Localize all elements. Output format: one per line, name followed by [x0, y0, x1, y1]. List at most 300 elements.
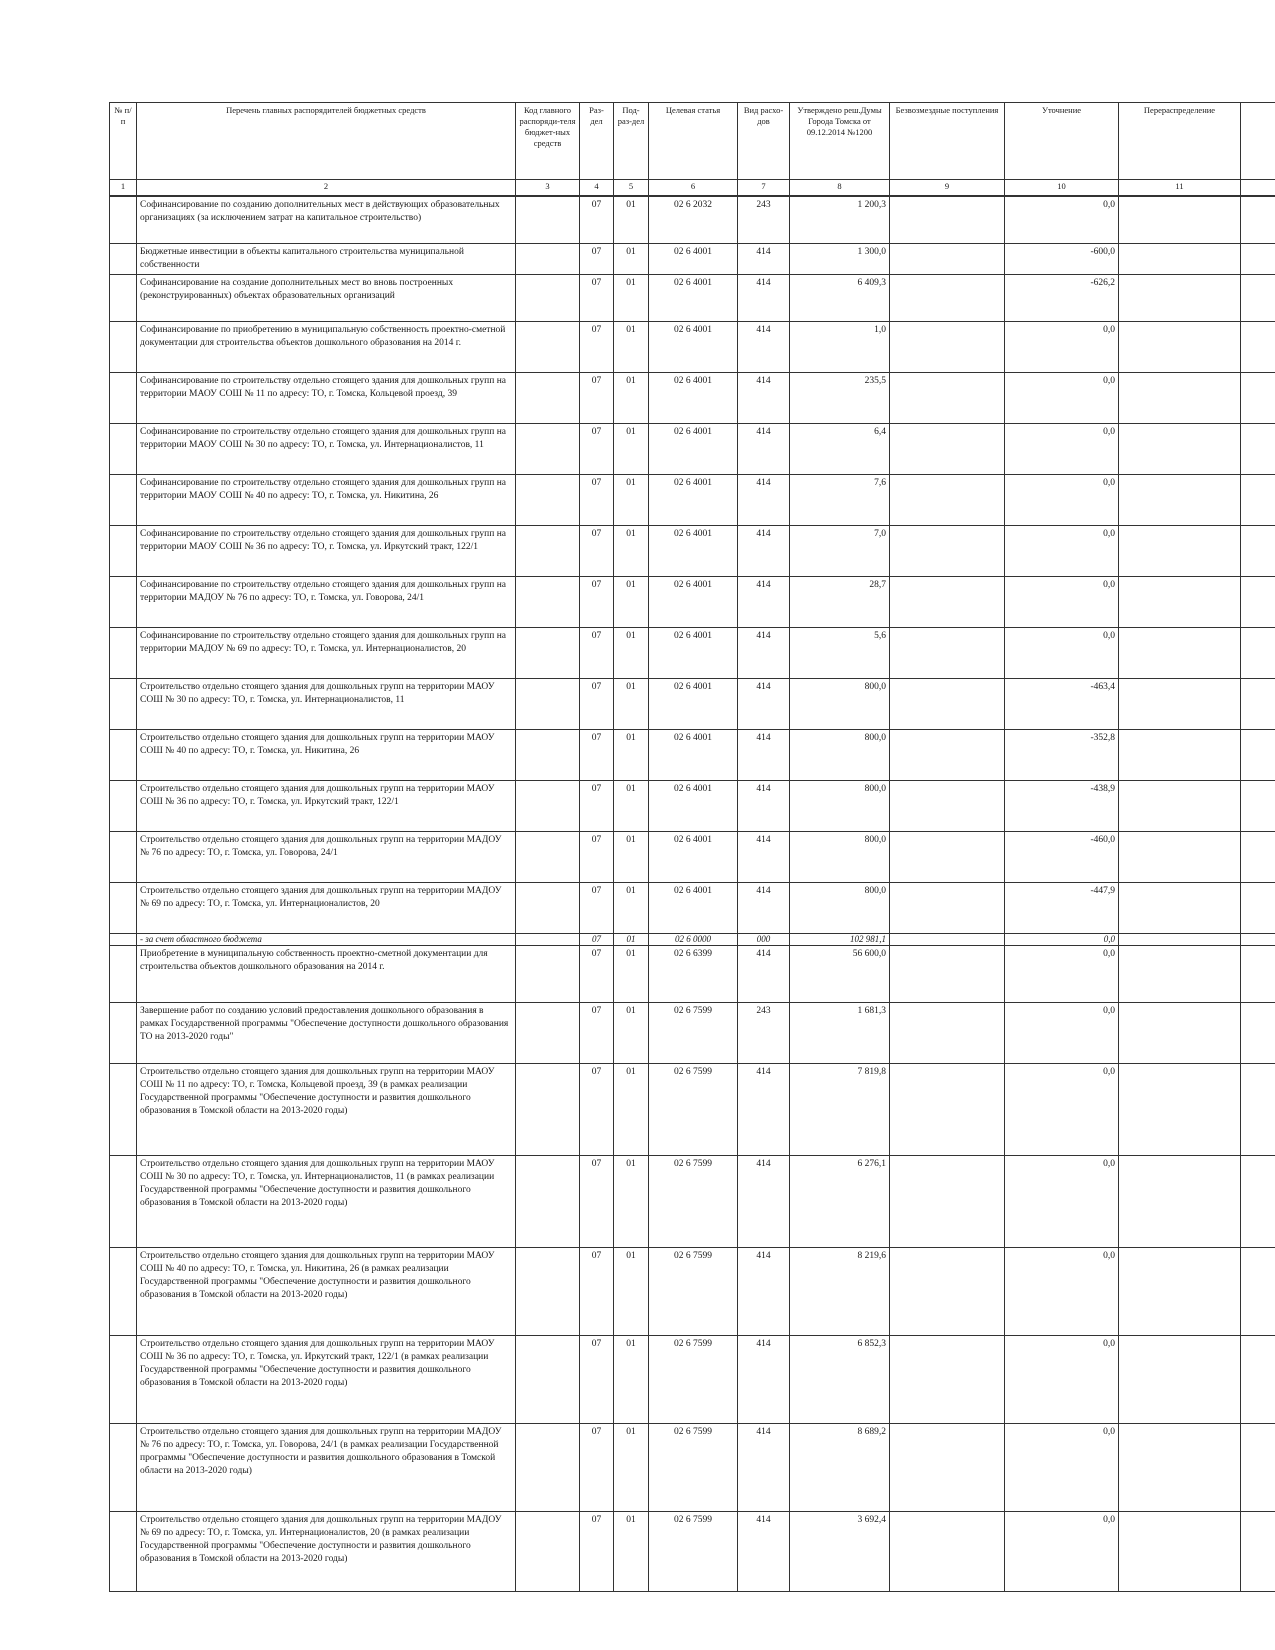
row-redistribution: [1119, 934, 1241, 945]
row-expense-type: 414: [738, 730, 790, 781]
row-admin-code: [516, 1063, 580, 1155]
row-admin-code: [516, 945, 580, 1002]
table-row: [110, 373, 1275, 424]
row-number: [110, 1511, 137, 1591]
row-number: [110, 196, 137, 244]
row-clarification: 0,0: [1005, 322, 1119, 373]
row-section: 07: [580, 945, 614, 1002]
row-redistribution: [1119, 322, 1241, 373]
row-extra: [1241, 730, 1275, 781]
row-redistribution: [1119, 1063, 1241, 1155]
row-clarification: 0,0: [1005, 934, 1119, 945]
row-name: Строительство отдельно стоящего здания для дошкольных групп на территории МАДОУ № 69 по адресу: ТО, г. Томска, ул. Интернационалистов, 20 (в рамках реализации Государственной программы "Обеспечение доступности и развития дошкольного образования в Томской области на 2013-2020 годы): [137, 1511, 516, 1591]
row-section: 07: [580, 526, 614, 577]
row-expense-type: 414: [738, 1063, 790, 1155]
row-target-article: 02 6 7599: [649, 1247, 738, 1335]
row-subsection: 01: [614, 781, 649, 832]
row-target-article: 02 6 7599: [649, 1002, 738, 1063]
row-name: Завершение работ по созданию условий предоставления дошкольного образования в рамках Государственной программы "Обеспечение доступности дошкольного образования ТО на 2013-2020 годы": [137, 1002, 516, 1063]
row-name: Софинансирование по приобретению в муниципальную собственность проектно-сметной документации для строительства объектов дошкольного образования на 2014 г.: [137, 322, 516, 373]
header-exptype: Вид расхо-дов: [738, 103, 790, 180]
row-section: 07: [580, 781, 614, 832]
row-number: [110, 475, 137, 526]
row-section: 07: [580, 1511, 614, 1591]
row-section: 07: [580, 1002, 614, 1063]
row-expense-type: 414: [738, 1335, 790, 1423]
row-subsection: 01: [614, 628, 649, 679]
row-number: [110, 244, 137, 275]
row-approved: 3 692,4: [790, 1511, 890, 1591]
row-target-article: 02 6 7599: [649, 1063, 738, 1155]
row-name: Строительство отдельно стоящего здания для дошкольных групп на территории МАДОУ № 76 по адресу: ТО, г. Томска, ул. Говорова, 24/1: [137, 832, 516, 883]
row-target-article: 02 6 4001: [649, 275, 738, 322]
table-row: [110, 1335, 1275, 1423]
row-expense-type: 414: [738, 781, 790, 832]
row-grants: [890, 1511, 1005, 1591]
row-redistribution: [1119, 730, 1241, 781]
row-redistribution: [1119, 832, 1241, 883]
row-grants: [890, 1063, 1005, 1155]
header-subsection: Под-раз-дел: [614, 103, 649, 180]
row-name: Строительство отдельно стоящего здания для дошкольных групп на территории МАОУ СОШ № 40 по адресу: ТО, г. Томска, ул. Никитина, 26 (в рамках реализации Государственной программы "Обеспечение доступности и развития дошкольного образования в Томской области на 2013-2020 годы): [137, 1247, 516, 1335]
row-extra: [1241, 628, 1275, 679]
row-target-article: 02 6 7599: [649, 1511, 738, 1591]
row-admin-code: [516, 1511, 580, 1591]
row-name: - за счет областного бюджета: [137, 934, 516, 945]
row-section: 07: [580, 196, 614, 244]
row-grants: [890, 883, 1005, 934]
row-clarification: -438,9: [1005, 781, 1119, 832]
row-expense-type: 243: [738, 1002, 790, 1063]
row-section: 07: [580, 424, 614, 475]
row-clarification: 0,0: [1005, 475, 1119, 526]
col-number: 1: [110, 180, 137, 197]
row-clarification: 0,0: [1005, 424, 1119, 475]
row-expense-type: 414: [738, 1511, 790, 1591]
row-grants: [890, 577, 1005, 628]
row-admin-code: [516, 577, 580, 628]
row-number: [110, 945, 137, 1002]
row-section: 07: [580, 832, 614, 883]
col-number: 9: [890, 180, 1005, 197]
row-admin-code: [516, 244, 580, 275]
row-approved: 800,0: [790, 883, 890, 934]
row-target-article: 02 6 4001: [649, 526, 738, 577]
row-target-article: 02 6 4001: [649, 679, 738, 730]
header-extra: [1241, 103, 1275, 180]
row-extra: [1241, 275, 1275, 322]
row-name: Строительство отдельно стоящего здания для дошкольных групп на территории МАОУ СОШ № 30 по адресу: ТО, г. Томска, ул. Интернационалистов, 11 (в рамках реализации Государственной программы "Обеспечение доступности и развития дошкольного образования в Томской области на 2013-2020 годы): [137, 1155, 516, 1247]
table-row: [110, 475, 1275, 526]
row-number: [110, 781, 137, 832]
row-extra: [1241, 424, 1275, 475]
table-row: [110, 275, 1275, 322]
row-expense-type: 414: [738, 832, 790, 883]
row-expense-type: 414: [738, 373, 790, 424]
row-section: 07: [580, 934, 614, 945]
row-number: [110, 1423, 137, 1511]
row-extra: [1241, 679, 1275, 730]
row-number: [110, 424, 137, 475]
row-clarification: 0,0: [1005, 196, 1119, 244]
row-clarification: 0,0: [1005, 945, 1119, 1002]
row-extra: [1241, 945, 1275, 1002]
row-approved: 1 200,3: [790, 196, 890, 244]
row-redistribution: [1119, 196, 1241, 244]
row-redistribution: [1119, 1511, 1241, 1591]
header-section: Раз-дел: [580, 103, 614, 180]
row-redistribution: [1119, 1247, 1241, 1335]
header-row: [110, 103, 1275, 180]
budget-table: [109, 102, 1275, 1592]
row-number: [110, 1247, 137, 1335]
row-grants: [890, 934, 1005, 945]
row-extra: [1241, 373, 1275, 424]
row-extra: [1241, 322, 1275, 373]
header-redistrib: Перераспределение: [1119, 103, 1241, 180]
row-redistribution: [1119, 244, 1241, 275]
row-admin-code: [516, 275, 580, 322]
header-clarify: Уточнение: [1005, 103, 1119, 180]
table-body: [110, 103, 1275, 1592]
row-clarification: 0,0: [1005, 577, 1119, 628]
row-grants: [890, 475, 1005, 526]
row-name: Бюджетные инвестиции в объекты капитального строительства муниципальной собственности: [137, 244, 516, 275]
row-redistribution: [1119, 526, 1241, 577]
table-row: [110, 945, 1275, 1002]
col-number: 11: [1119, 180, 1241, 197]
header-approved: Утверждено реш.Думы Города Томска от 09.12.2014 №1200: [790, 103, 890, 180]
row-number: [110, 832, 137, 883]
row-extra: [1241, 832, 1275, 883]
row-admin-code: [516, 832, 580, 883]
row-expense-type: 414: [738, 275, 790, 322]
row-subsection: 01: [614, 475, 649, 526]
row-extra: [1241, 1511, 1275, 1591]
row-subsection: 01: [614, 883, 649, 934]
row-section: 07: [580, 1423, 614, 1511]
row-approved: 6 852,3: [790, 1335, 890, 1423]
row-redistribution: [1119, 475, 1241, 526]
header-name: Перечень главных распорядителей бюджетных средств: [137, 103, 516, 180]
row-subsection: 01: [614, 244, 649, 275]
row-clarification: 0,0: [1005, 1002, 1119, 1063]
row-name: Софинансирование по строительству отдельно стоящего здания для дошкольных групп на территории МАДОУ № 76 по адресу: ТО, г. Томска, ул. Говорова, 24/1: [137, 577, 516, 628]
row-section: 07: [580, 244, 614, 275]
row-clarification: 0,0: [1005, 1155, 1119, 1247]
row-extra: [1241, 475, 1275, 526]
col-number: 5: [614, 180, 649, 197]
row-extra: [1241, 196, 1275, 244]
row-name: Приобретение в муниципальную собственность проектно-сметной документации для строительства объектов дошкольного образования на 2014 г.: [137, 945, 516, 1002]
row-subsection: 01: [614, 196, 649, 244]
row-expense-type: 414: [738, 322, 790, 373]
row-redistribution: [1119, 1002, 1241, 1063]
row-clarification: 0,0: [1005, 1511, 1119, 1591]
row-approved: 8 219,6: [790, 1247, 890, 1335]
row-expense-type: 414: [738, 1423, 790, 1511]
row-expense-type: 414: [738, 1155, 790, 1247]
row-extra: [1241, 244, 1275, 275]
header-grants: Безвозмездные поступления: [890, 103, 1005, 180]
row-grants: [890, 781, 1005, 832]
table-row: [110, 781, 1275, 832]
row-target-article: 02 6 7599: [649, 1335, 738, 1423]
row-number: [110, 577, 137, 628]
row-number: [110, 679, 137, 730]
row-expense-type: 414: [738, 577, 790, 628]
row-target-article: 02 6 4001: [649, 244, 738, 275]
table-row: [110, 196, 1275, 244]
row-admin-code: [516, 475, 580, 526]
row-subsection: 01: [614, 945, 649, 1002]
table-row: [110, 628, 1275, 679]
row-target-article: 02 6 6399: [649, 945, 738, 1002]
row-approved: 800,0: [790, 730, 890, 781]
row-redistribution: [1119, 628, 1241, 679]
row-number: [110, 1155, 137, 1247]
row-grants: [890, 196, 1005, 244]
header-code: Код главного распоряди-теля бюджет-ных средств: [516, 103, 580, 180]
table-row: [110, 1002, 1275, 1063]
row-target-article: 02 6 7599: [649, 1155, 738, 1247]
row-section: 07: [580, 628, 614, 679]
row-grants: [890, 526, 1005, 577]
col-number: 6: [649, 180, 738, 197]
table-row: [110, 1247, 1275, 1335]
row-approved: 7 819,8: [790, 1063, 890, 1155]
col-number: 7: [738, 180, 790, 197]
table-row: [110, 1155, 1275, 1247]
col-number: 4: [580, 180, 614, 197]
row-redistribution: [1119, 679, 1241, 730]
row-admin-code: [516, 1335, 580, 1423]
row-number: [110, 883, 137, 934]
row-approved: 800,0: [790, 781, 890, 832]
row-approved: 7,0: [790, 526, 890, 577]
row-admin-code: [516, 373, 580, 424]
table-row: [110, 730, 1275, 781]
table-row: [110, 244, 1275, 275]
row-approved: 6 276,1: [790, 1155, 890, 1247]
row-admin-code: [516, 679, 580, 730]
row-target-article: 02 6 4001: [649, 424, 738, 475]
row-grants: [890, 1155, 1005, 1247]
row-target-article: 02 6 7599: [649, 1423, 738, 1511]
row-name: Строительство отдельно стоящего здания для дошкольных групп на территории МАОУ СОШ № 11 по адресу: ТО, г. Томска, Кольцевой проезд, 39 (в рамках реализации Государственной программы "Обеспечение доступности и развития дошкольного образования в Томской области на 2013-2020 годы): [137, 1063, 516, 1155]
row-number: [110, 1063, 137, 1155]
col-number: 3: [516, 180, 580, 197]
row-subsection: 01: [614, 1335, 649, 1423]
row-section: 07: [580, 275, 614, 322]
row-name: Софинансирование по строительству отдельно стоящего здания для дошкольных групп на территории МАДОУ № 69 по адресу: ТО, г. Томска, ул. Интернационалистов, 20: [137, 628, 516, 679]
row-subsection: 01: [614, 275, 649, 322]
header-num: № п/п: [110, 103, 137, 180]
row-admin-code: [516, 883, 580, 934]
row-section: 07: [580, 679, 614, 730]
row-target-article: 02 6 4001: [649, 577, 738, 628]
table-row: [110, 424, 1275, 475]
row-approved: 6 409,3: [790, 275, 890, 322]
row-name: Софинансирование по строительству отдельно стоящего здания для дошкольных групп на территории МАОУ СОШ № 30 по адресу: ТО, г. Томска, ул. Интернационалистов, 11: [137, 424, 516, 475]
row-subsection: 01: [614, 577, 649, 628]
row-extra: [1241, 1063, 1275, 1155]
row-subsection: 01: [614, 373, 649, 424]
row-clarification: -626,2: [1005, 275, 1119, 322]
row-clarification: 0,0: [1005, 1335, 1119, 1423]
row-section: 07: [580, 730, 614, 781]
row-grants: [890, 1423, 1005, 1511]
row-subsection: 01: [614, 1063, 649, 1155]
row-admin-code: [516, 526, 580, 577]
row-expense-type: 414: [738, 945, 790, 1002]
col-number: 8: [790, 180, 890, 197]
col-number-extra: [1241, 180, 1275, 197]
row-approved: 5,6: [790, 628, 890, 679]
row-section: 07: [580, 883, 614, 934]
row-number: [110, 1002, 137, 1063]
col-number: 2: [137, 180, 516, 197]
row-grants: [890, 373, 1005, 424]
row-extra: [1241, 577, 1275, 628]
row-subsection: 01: [614, 1155, 649, 1247]
row-expense-type: 414: [738, 244, 790, 275]
row-clarification: -352,8: [1005, 730, 1119, 781]
row-subsection: 01: [614, 832, 649, 883]
row-subsection: 01: [614, 424, 649, 475]
row-subsection: 01: [614, 322, 649, 373]
row-admin-code: [516, 730, 580, 781]
row-grants: [890, 1002, 1005, 1063]
row-target-article: 02 6 0000: [649, 934, 738, 945]
row-target-article: 02 6 4001: [649, 832, 738, 883]
header-target: Целевая статья: [649, 103, 738, 180]
row-target-article: 02 6 2032: [649, 196, 738, 244]
row-admin-code: [516, 781, 580, 832]
row-number: [110, 526, 137, 577]
row-approved: 800,0: [790, 832, 890, 883]
row-clarification: -463,4: [1005, 679, 1119, 730]
row-extra: [1241, 1155, 1275, 1247]
row-approved: 7,6: [790, 475, 890, 526]
row-subsection: 01: [614, 1511, 649, 1591]
row-admin-code: [516, 628, 580, 679]
table-row: [110, 577, 1275, 628]
row-clarification: -460,0: [1005, 832, 1119, 883]
row-number: [110, 628, 137, 679]
row-grants: [890, 730, 1005, 781]
row-target-article: 02 6 4001: [649, 373, 738, 424]
row-clarification: 0,0: [1005, 373, 1119, 424]
row-clarification: 0,0: [1005, 628, 1119, 679]
table-row: [110, 832, 1275, 883]
row-extra: [1241, 1247, 1275, 1335]
row-number: [110, 934, 137, 945]
col-number: 10: [1005, 180, 1119, 197]
row-admin-code: [516, 934, 580, 945]
row-grants: [890, 275, 1005, 322]
row-expense-type: 414: [738, 424, 790, 475]
row-clarification: 0,0: [1005, 1063, 1119, 1155]
row-number: [110, 730, 137, 781]
row-redistribution: [1119, 373, 1241, 424]
row-grants: [890, 1335, 1005, 1423]
row-subsection: 01: [614, 1423, 649, 1511]
row-approved: 102 981,1: [790, 934, 890, 945]
row-approved: 56 600,0: [790, 945, 890, 1002]
row-clarification: 0,0: [1005, 526, 1119, 577]
row-section: 07: [580, 475, 614, 526]
row-extra: [1241, 1002, 1275, 1063]
row-redistribution: [1119, 1155, 1241, 1247]
row-name: Софинансирование по строительству отдельно стоящего здания для дошкольных групп на территории МАОУ СОШ № 36 по адресу: ТО, г. Томска, ул. Иркутский тракт, 122/1: [137, 526, 516, 577]
row-number: [110, 322, 137, 373]
row-target-article: 02 6 4001: [649, 781, 738, 832]
row-clarification: 0,0: [1005, 1247, 1119, 1335]
row-grants: [890, 945, 1005, 1002]
row-name: Строительство отдельно стоящего здания для дошкольных групп на территории МАДОУ № 69 по адресу: ТО, г. Томска, ул. Интернационалистов, 20: [137, 883, 516, 934]
row-section: 07: [580, 1063, 614, 1155]
row-approved: 1 300,0: [790, 244, 890, 275]
row-expense-type: 414: [738, 475, 790, 526]
row-admin-code: [516, 1155, 580, 1247]
row-extra: [1241, 781, 1275, 832]
row-subsection: 01: [614, 730, 649, 781]
row-section: 07: [580, 1247, 614, 1335]
row-clarification: -447,9: [1005, 883, 1119, 934]
row-admin-code: [516, 196, 580, 244]
row-subsection: 01: [614, 679, 649, 730]
row-extra: [1241, 1423, 1275, 1511]
row-grants: [890, 832, 1005, 883]
row-redistribution: [1119, 424, 1241, 475]
row-approved: 235,5: [790, 373, 890, 424]
row-extra: [1241, 1335, 1275, 1423]
row-approved: 1,0: [790, 322, 890, 373]
table-row: [110, 883, 1275, 934]
row-expense-type: 414: [738, 1247, 790, 1335]
row-expense-type: 000: [738, 934, 790, 945]
row-target-article: 02 6 4001: [649, 322, 738, 373]
table-row: [110, 1423, 1275, 1511]
row-name: Строительство отдельно стоящего здания для дошкольных групп на территории МАОУ СОШ № 30 по адресу: ТО, г. Томска, ул. Интернационалистов, 11: [137, 679, 516, 730]
row-admin-code: [516, 1002, 580, 1063]
row-clarification: -600,0: [1005, 244, 1119, 275]
row-subsection: 01: [614, 1247, 649, 1335]
row-admin-code: [516, 322, 580, 373]
table-row: [110, 679, 1275, 730]
table-row: [110, 1511, 1275, 1591]
row-grants: [890, 322, 1005, 373]
row-expense-type: 243: [738, 196, 790, 244]
row-name: Строительство отдельно стоящего здания для дошкольных групп на территории МАОУ СОШ № 36 по адресу: ТО, г. Томска, ул. Иркутский тракт, 122/1: [137, 781, 516, 832]
row-approved: 28,7: [790, 577, 890, 628]
row-admin-code: [516, 424, 580, 475]
row-target-article: 02 6 4001: [649, 628, 738, 679]
row-subsection: 01: [614, 934, 649, 945]
row-extra: [1241, 526, 1275, 577]
row-expense-type: 414: [738, 883, 790, 934]
row-redistribution: [1119, 577, 1241, 628]
row-number: [110, 373, 137, 424]
row-redistribution: [1119, 883, 1241, 934]
row-section: 07: [580, 373, 614, 424]
row-redistribution: [1119, 1335, 1241, 1423]
row-expense-type: 414: [738, 526, 790, 577]
row-name: Софинансирование по строительству отдельно стоящего здания для дошкольных групп на территории МАОУ СОШ № 11 по адресу: ТО, г. Томска, Кольцевой проезд, 39: [137, 373, 516, 424]
row-number: [110, 1335, 137, 1423]
row-number: [110, 275, 137, 322]
